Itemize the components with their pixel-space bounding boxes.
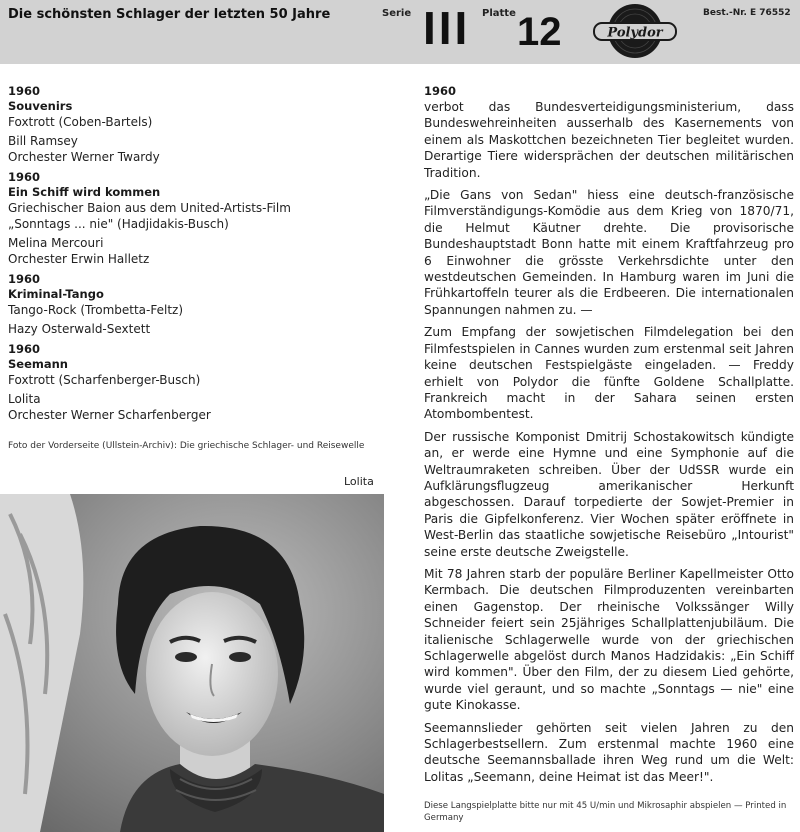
- track-orchestra: Orchester Werner Twardy: [8, 150, 160, 164]
- platte-number: 12: [517, 10, 562, 54]
- platte-label: Platte: [482, 8, 516, 19]
- track-list: [8, 84, 388, 428]
- track-orchestra: Orchester Werner Scharfenberger: [8, 408, 211, 422]
- track-artist: Melina Mercouri: [8, 236, 104, 250]
- track-title: Seemann: [8, 357, 68, 371]
- track-artist: Hazy Osterwald-Sextett: [8, 322, 151, 336]
- photo-caption: Lolita: [344, 475, 374, 488]
- track-genre: Griechischer Baion aus dem United-Artists-Film: [8, 201, 291, 215]
- track-genre: Foxtrott (Scharfenberger-Busch): [8, 373, 201, 387]
- footer-note: Diese Langspielplatte bitte nur mit 45 U/min und Mikrosaphir abspielen — Printed in Germany: [424, 801, 787, 823]
- track-entry: [8, 170, 388, 267]
- track-title: Kriminal-Tango: [8, 287, 104, 301]
- photo-credit: Foto der Vorderseite (Ullstein-Archiv): Die griechische Schlager- und Reisewelle: [8, 441, 365, 451]
- polydor-logo-text: Polydor: [607, 25, 663, 41]
- history-year: 1960: [424, 84, 457, 98]
- track-title: Souvenirs: [8, 99, 73, 113]
- history-paragraph: Der russische Komponist Dmitrij Schostakowitsch kündigte an, er werde eine Hymne und eine Symphonie auf die Weltraumraketen schreiben. Über der UdSSR wurde ein Aufklärungsflugzeug amerikanischer Herkunft abgeschossen. Darauf torpedierte der Sowjet-Premier in Paris die Gipfelkonferenz. Vier Wochen später eröffnete in West-Berlin das staatliche sowjetische Reisebüro „Intourist" seine erste deutsche Zweigstelle.: [424, 429, 794, 559]
- portrait-photo: [0, 494, 384, 832]
- track-title: Ein Schiff wird kommen: [8, 185, 161, 199]
- header-band: [0, 0, 800, 64]
- track-year: 1960: [8, 84, 41, 98]
- polydor-logo-icon: [592, 2, 678, 60]
- track-year: 1960: [8, 272, 41, 286]
- track-orchestra: Orchester Erwin Halletz: [8, 252, 150, 266]
- history-paragraph: Zum Empfang der sowjetischen Filmdelegation bei den Filmfestspielen in Cannes wurden zum erstenmal seit Jahren keine deutschen Festspielgäste eingeladen. — Freddy erhielt von Polydor die fünfte Goldene Schallplatte. Frankreich macht in der Sahara seinen ersten Atombombentest.: [424, 325, 794, 422]
- history-column: [424, 84, 794, 791]
- track-entry: [8, 272, 388, 337]
- history-paragraph: verbot das Bundesverteidigungsministerium, dass Bundeswehreinheiten ausserhalb des Kasernements von einem als Maskottchen bezeichneten Tier begleitet wurden. Derartige Tiere widersprächen der deutschen militärischen Tradition.: [424, 100, 794, 180]
- track-year: 1960: [8, 170, 41, 184]
- track-year: 1960: [8, 342, 41, 356]
- history-paragraph: Seemannslieder gehörten seit vielen Jahren zu den Schlagerbestsellern. Zum erstenmal machte 1960 eine deutsche Seemannsballade ihren Weg rund um die Welt: Lolitas „Seemann, deine Heimat ist das Meer!".: [424, 720, 794, 784]
- order-number: Best.-Nr. E 76552: [703, 8, 791, 18]
- track-entry: [8, 84, 388, 165]
- track-genre-cont: „Sonntags ... nie" (Hadjidakis-Busch): [8, 217, 229, 231]
- serie-number: III: [423, 2, 471, 54]
- track-artist: Bill Ramsey: [8, 134, 78, 148]
- history-paragraph: „Die Gans von Sedan" hiess eine deutsch-französische Filmverständigungs-Komödie aus dem Krieg von 1870/71, die Helmut Käutner drehte. Die provisorische Bundeshauptstadt Bonn hatte mit einem Kraftfahrzeug pro 6 Einwohner die grösste Verkehrsdichte unter den westdeutschen Gemeinden. In Hamburg waren im Juni die Frühkartoffeln teurer als die Erdbeeren. Die internationalen Spannungen nahmen zu. —: [424, 188, 794, 317]
- track-artist: Lolita: [8, 392, 41, 406]
- serie-label: Serie: [382, 8, 412, 19]
- history-paragraph: Mit 78 Jahren starb der populäre Berliner Kapellmeister Otto Kermbach. Die deutschen Filmproduzenten vereinbarten einen Gagenstop. Der rheinische Volkssänger Willy Schneider feiert sein 25jähriges Schallplattenjubiläum. Die italienische Schlagerwelle wurde von der griechischen Schlagerwelle abgelöst durch Manos Hadzidakis: „Ein Schiff wird kommen". Über den Film, der zu diesem Lied gehörte, wurde viel geraunt, und so machte „Sonntags — nie" eine gute Kinokasse.: [424, 566, 794, 713]
- track-genre: Tango-Rock (Trombetta-Feltz): [8, 303, 184, 317]
- track-entry: [8, 342, 388, 423]
- series-title: Die schönsten Schlager der letzten 50 Jahre: [8, 7, 331, 22]
- track-genre: Foxtrott (Coben-Bartels): [8, 115, 153, 129]
